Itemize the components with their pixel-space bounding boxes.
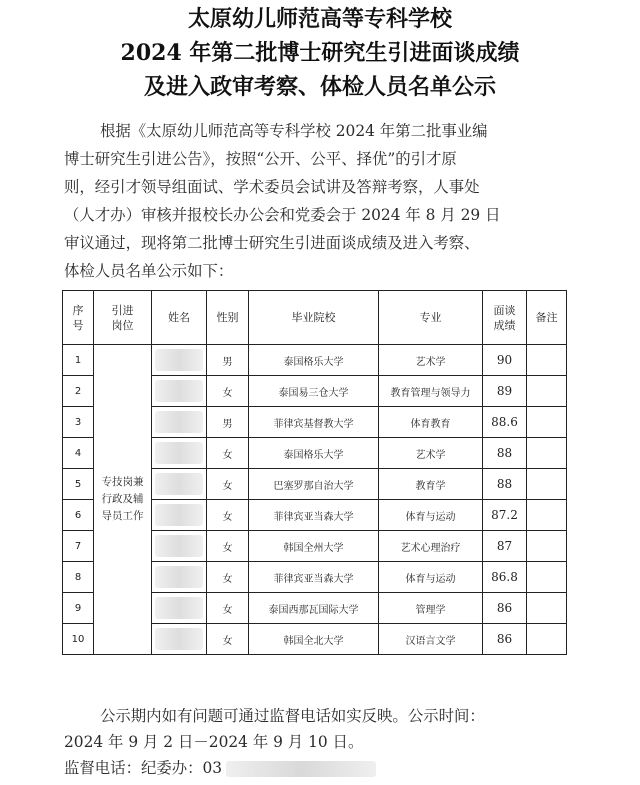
cell-gender: 女	[207, 376, 249, 407]
cell-school: 韩国全州大学	[249, 531, 379, 562]
document-title-line-3: 及进入政审考察、体检人员名单公示	[143, 74, 496, 100]
cell-note	[527, 593, 567, 624]
body-paragraph-line-2: 博士研究生引进公告》，按照“公开、公平、择优”的引才原	[64, 150, 457, 168]
cell-school: 泰国格乐大学	[249, 438, 379, 469]
header-major: 专业	[379, 291, 483, 345]
cell-major: 艺术学	[379, 438, 483, 469]
cell-school: 菲律宾亚当森大学	[249, 562, 379, 593]
cell-score: 86.8	[483, 562, 527, 593]
body-paragraph-line-1: 根据《太原幼儿师范高等专科学校 2024 年第二批事业编	[100, 122, 488, 140]
cell-name-redacted	[152, 345, 207, 376]
cell-score: 90	[483, 345, 527, 376]
cell-no: 7	[63, 531, 94, 562]
cell-score: 88.6	[483, 407, 527, 438]
cell-major: 教育管理与领导力	[379, 376, 483, 407]
cell-gender: 女	[207, 624, 249, 655]
cell-major: 汉语言文学	[379, 624, 483, 655]
header-post-label: 引进岗位	[111, 303, 134, 332]
cell-gender: 男	[207, 345, 249, 376]
cell-note	[527, 345, 567, 376]
body-paragraph-line-3: 则，经引才领导组面试、学术委员会试讲及答辩考察，人事处	[64, 178, 480, 196]
cell-gender: 男	[207, 407, 249, 438]
header-name: 姓名	[152, 291, 207, 345]
cell-school: 菲律宾亚当森大学	[249, 500, 379, 531]
cell-major: 艺术学	[379, 345, 483, 376]
cell-name-redacted	[152, 376, 207, 407]
cell-school: 泰国易三仓大学	[249, 376, 379, 407]
cell-no: 1	[63, 345, 94, 376]
cell-note	[527, 469, 567, 500]
header-no-label: 序号	[72, 303, 84, 332]
header-score-label: 面谈成绩	[493, 303, 516, 332]
cell-name-redacted	[152, 593, 207, 624]
cell-note	[527, 438, 567, 469]
body-paragraph-line-6: 体检人员名单公示如下：	[64, 262, 234, 280]
post-label: 专技岗兼行政及辅导员工作	[101, 476, 144, 522]
cell-score: 89	[483, 376, 527, 407]
cell-name-redacted	[152, 438, 207, 469]
cell-gender: 女	[207, 593, 249, 624]
cell-no: 8	[63, 562, 94, 593]
cell-score: 88	[483, 469, 527, 500]
table-row	[63, 345, 567, 376]
cell-no: 3	[63, 407, 94, 438]
cell-name-redacted	[152, 407, 207, 438]
results-table	[62, 290, 567, 655]
header-gender: 性别	[207, 291, 249, 345]
cell-no: 9	[63, 593, 94, 624]
cell-name-redacted	[152, 531, 207, 562]
header-score	[483, 291, 527, 345]
header-post	[94, 291, 152, 345]
body-paragraph-line-5: 审议通过，现将第二批博士研究生引进面谈成绩及进入考察、	[64, 234, 480, 252]
cell-major: 体育与运动	[379, 562, 483, 593]
cell-no: 4	[63, 438, 94, 469]
header-school: 毕业院校	[249, 291, 379, 345]
cell-major: 体育与运动	[379, 500, 483, 531]
cell-no: 10	[63, 624, 94, 655]
cell-school: 巴塞罗那自治大学	[249, 469, 379, 500]
cell-note	[527, 531, 567, 562]
cell-gender: 女	[207, 531, 249, 562]
cell-post	[94, 345, 152, 655]
cell-name-redacted	[152, 562, 207, 593]
cell-note	[527, 376, 567, 407]
header-note: 备注	[527, 291, 567, 345]
cell-gender: 女	[207, 438, 249, 469]
cell-score: 87	[483, 531, 527, 562]
body-paragraph-line-4: （人才办）审核并报校长办公会和党委会于 2024 年 8 月 29 日	[64, 206, 501, 224]
document-title-line-2: 2024 年第二批博士研究生引进面谈成绩	[120, 40, 520, 66]
cell-name-redacted	[152, 624, 207, 655]
footer-line-3	[64, 755, 584, 781]
cell-school: 韩国全北大学	[249, 624, 379, 655]
cell-school: 泰国格乐大学	[249, 345, 379, 376]
cell-school: 泰国西那瓦国际大学	[249, 593, 379, 624]
footer-line-2: 2024 年 9 月 2 日－2024 年 9 月 10 日。	[64, 733, 364, 751]
cell-name-redacted	[152, 469, 207, 500]
cell-gender: 女	[207, 469, 249, 500]
cell-score: 86	[483, 593, 527, 624]
cell-major: 艺术心理治疗	[379, 531, 483, 562]
redacted-phone	[226, 761, 376, 777]
cell-no: 2	[63, 376, 94, 407]
cell-score: 86	[483, 624, 527, 655]
document-title-line-1: 太原幼儿师范高等专科学校	[187, 6, 452, 32]
cell-school: 菲律宾基督教大学	[249, 407, 379, 438]
cell-major: 体育教育	[379, 407, 483, 438]
cell-note	[527, 624, 567, 655]
cell-gender: 女	[207, 500, 249, 531]
supervision-phone-label: 监督电话：纪委办：03	[64, 759, 223, 777]
cell-no: 6	[63, 500, 94, 531]
table-header-row	[63, 291, 567, 345]
cell-note	[527, 500, 567, 531]
cell-major: 管理学	[379, 593, 483, 624]
cell-major: 教育学	[379, 469, 483, 500]
footer-line-1: 公示期内如有问题可通过监督电话如实反映。公示时间：	[100, 707, 485, 725]
cell-score: 88	[483, 438, 527, 469]
cell-no: 5	[63, 469, 94, 500]
cell-note	[527, 562, 567, 593]
cell-name-redacted	[152, 500, 207, 531]
cell-gender: 女	[207, 562, 249, 593]
header-no	[63, 291, 94, 345]
cell-note	[527, 407, 567, 438]
cell-score: 87.2	[483, 500, 527, 531]
